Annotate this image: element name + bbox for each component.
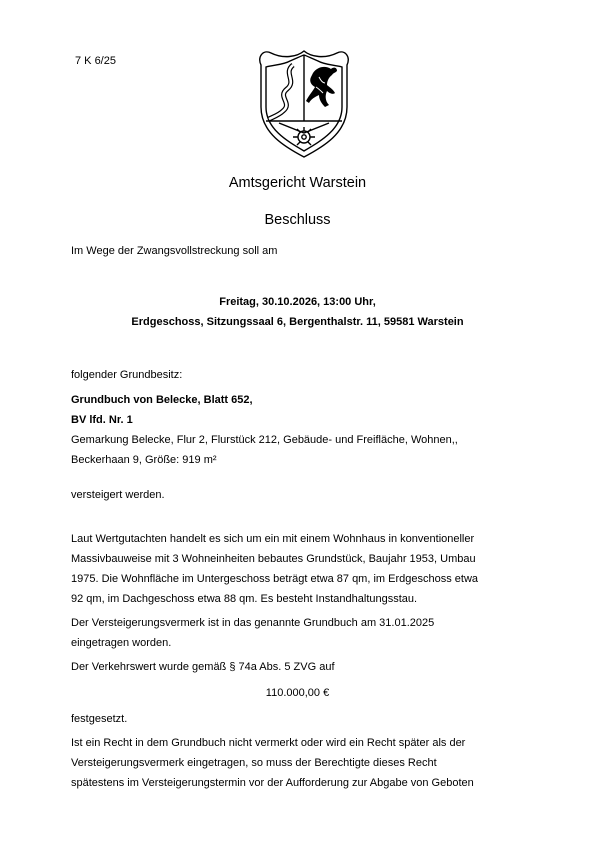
appointment-location: Erdgeschoss, Sitzungssaal 6, Bergenthalstr. 11, 59581 Warstein bbox=[131, 316, 464, 328]
appointment-date-time: Freitag, 30.10.2026, 13:00 Uhr, bbox=[219, 296, 376, 308]
registration-line-2: eingetragen worden. bbox=[71, 637, 172, 649]
notice-line-3: spätestens im Versteigerungstermin vor der Aufforderung zur Abgabe von Geboten bbox=[71, 777, 474, 789]
land-register: Grundbuch von Belecke, Blatt 652, bbox=[71, 394, 253, 406]
property-label: folgender Grundbesitz: bbox=[71, 369, 183, 381]
property-description-line2: Beckerhaan 9, Größe: 919 m² bbox=[71, 454, 217, 466]
appraisal-line-3: 1975. Die Wohnfläche im Untergeschoss beträgt etwa 87 qm, im Erdgeschoss etwa bbox=[71, 573, 478, 585]
intro-text: Im Wege der Zwangsvollstreckung soll am bbox=[71, 245, 278, 257]
court-name: Amtsgericht Warstein bbox=[228, 175, 367, 191]
registration-line-1: Der Versteigerungsvermerk ist in das genannte Grundbuch am 31.01.2025 bbox=[71, 617, 435, 629]
register-entry: BV lfd. Nr. 1 bbox=[71, 414, 133, 426]
property-description-line1: Gemarkung Belecke, Flur 2, Flurstück 212, Gebäude- und Freifläche, Wohnen,, bbox=[71, 434, 458, 446]
case-number: 7 K 6/25 bbox=[75, 55, 116, 67]
market-value-amount: 110.000,00 € bbox=[265, 687, 330, 699]
notice-line-2: Versteigerungsvermerk eingetragen, so muss der Berechtigte dieses Recht bbox=[71, 757, 437, 769]
value-outro: festgesetzt. bbox=[71, 713, 128, 725]
value-intro: Der Verkehrswert wurde gemäß § 74a Abs. 5 ZVG auf bbox=[71, 661, 335, 673]
appraisal-line-4: 92 qm, im Dachgeschoss etwa 88 qm. Es besteht Instandhaltungsstau. bbox=[71, 593, 418, 605]
notice-line-1: Ist ein Recht in dem Grundbuch nicht vermerkt oder wird ein Recht später als der bbox=[71, 737, 466, 749]
document-type: Beschluss bbox=[264, 212, 331, 228]
appraisal-line-2: Massivbauweise mit 3 Wohneinheiten bebautes Grundstück, Baujahr 1953, Umbau bbox=[71, 553, 476, 565]
coat-of-arms-emblem bbox=[253, 43, 355, 160]
appraisal-line-1: Laut Wertgutachten handelt es sich um ein mit einem Wohnhaus in konventioneller bbox=[71, 533, 475, 545]
auctioned-text: versteigert werden. bbox=[71, 489, 165, 501]
